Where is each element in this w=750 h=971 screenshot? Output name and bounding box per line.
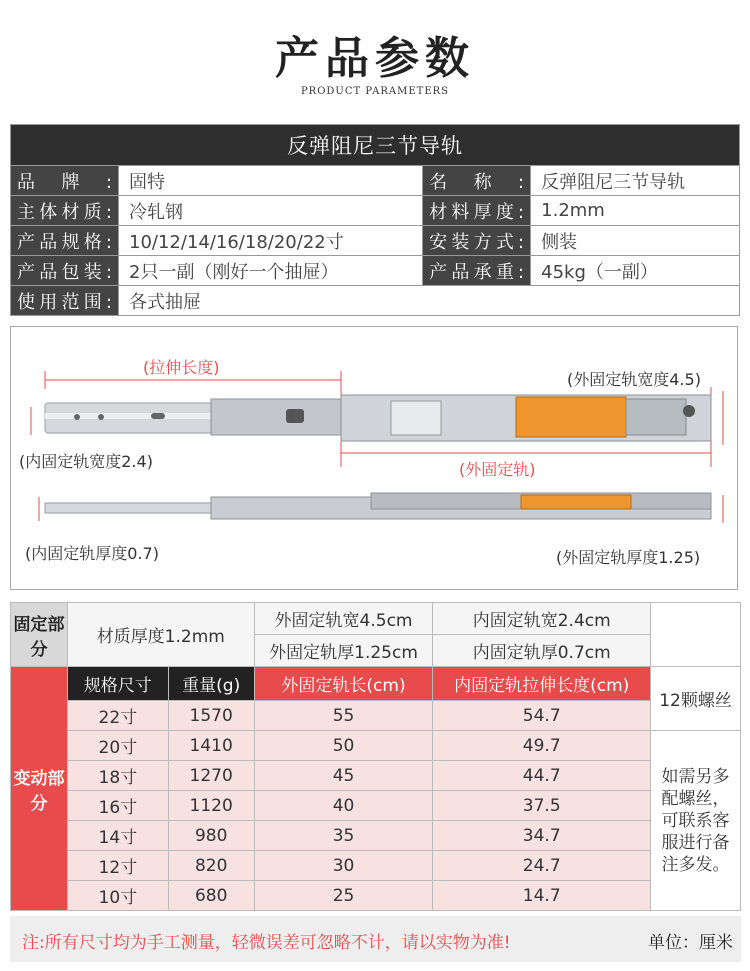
table-row xyxy=(11,761,741,791)
spec-table-title: 反弹阻尼三节导轨 xyxy=(11,125,740,166)
spec-value: 45kg（一副） xyxy=(531,256,740,286)
outer-rail-label: (外固定轨) xyxy=(459,460,536,479)
weight-cell: 820 xyxy=(168,851,254,881)
spec-value: 反弹阻尼三节导轨 xyxy=(531,166,740,196)
spec-row xyxy=(11,286,740,316)
table-row xyxy=(11,851,741,881)
weight-cell: 1570 xyxy=(168,701,254,731)
inner-stretch-cell: 37.5 xyxy=(433,791,651,821)
column-header: 外固定轨长(cm) xyxy=(254,667,433,701)
spec-key: 主体材质: xyxy=(17,201,112,223)
outer-rail-width: 外固定轨宽4.5cm xyxy=(254,603,433,635)
measurement-note: 注:所有尺寸均为手工测量，轻微误差可忽略不计，请以实物为准! xyxy=(22,933,511,953)
weight-cell: 1270 xyxy=(168,761,254,791)
footer-bar xyxy=(10,916,741,962)
spec-row xyxy=(11,196,740,226)
inner-width-label: (内固定轨宽度2.4) xyxy=(19,452,153,471)
variable-part-label: 变动部分 xyxy=(11,667,68,911)
spec-key: 产品包装: xyxy=(17,261,112,283)
spec-key: 名称: xyxy=(429,171,525,193)
outer-length-cell: 55 xyxy=(254,701,433,731)
page-subtitle: PRODUCT PARAMETERS xyxy=(300,86,450,97)
size-cell: 20寸 xyxy=(67,731,168,761)
size-cell: 14寸 xyxy=(67,821,168,851)
screws-count: 12颗螺丝 xyxy=(651,667,741,731)
outer-length-cell: 25 xyxy=(254,881,433,911)
size-table xyxy=(10,602,741,911)
size-cell: 10寸 xyxy=(67,881,168,911)
outer-length-cell: 50 xyxy=(254,731,433,761)
size-cell: 22寸 xyxy=(67,701,168,731)
inner-rail-thickness: 内固定轨厚0.7cm xyxy=(433,635,651,667)
spec-row xyxy=(11,226,740,256)
column-header: 规格尺寸 xyxy=(67,667,168,701)
outer-rail-thickness: 外固定轨厚1.25cm xyxy=(254,635,433,667)
spec-key: 使用范围: xyxy=(17,291,112,313)
fixed-part-label: 固定部分 xyxy=(11,603,68,667)
material-thickness: 材质厚度1.2mm xyxy=(67,603,254,667)
size-cell: 16寸 xyxy=(67,791,168,821)
column-header: 重量(g) xyxy=(168,667,254,701)
spec-value: 冷轧钢 xyxy=(119,196,423,226)
column-header: 内固定轨拉伸长度(cm) xyxy=(433,667,651,701)
table-row xyxy=(11,821,741,851)
table-row xyxy=(11,731,741,761)
spec-value: 侧装 xyxy=(531,226,740,256)
outer-length-cell: 40 xyxy=(254,791,433,821)
inner-stretch-cell: 44.7 xyxy=(433,761,651,791)
outer-thickness-label: (外固定轨厚度1.25) xyxy=(556,548,701,567)
inner-thickness-label: (内固定轨厚度0.7) xyxy=(25,544,159,563)
size-cell: 18寸 xyxy=(67,761,168,791)
spec-key: 产品规格: xyxy=(17,231,112,253)
unit-label: 单位：厘米 xyxy=(648,933,733,953)
weight-cell: 980 xyxy=(168,821,254,851)
table-row xyxy=(11,701,741,731)
spec-value: 固特 xyxy=(119,166,423,196)
spec-value: 各式抽屉 xyxy=(119,286,740,316)
size-cell: 12寸 xyxy=(67,851,168,881)
spec-key: 安装方式: xyxy=(429,231,525,253)
spec-key: 材料厚度: xyxy=(429,201,525,223)
weight-cell: 1120 xyxy=(168,791,254,821)
spec-value: 10/12/14/16/18/20/22寸 xyxy=(119,226,423,256)
spec-table xyxy=(10,124,740,316)
spec-value: 2只一副（刚好一个抽屉） xyxy=(119,256,423,286)
outer-length-cell: 35 xyxy=(254,821,433,851)
rail-diagram xyxy=(10,326,738,590)
spec-key: 产品承重: xyxy=(429,261,525,283)
inner-stretch-cell: 34.7 xyxy=(433,821,651,851)
inner-rail-width: 内固定轨宽2.4cm xyxy=(433,603,651,635)
spec-key: 品牌: xyxy=(17,171,112,193)
inner-stretch-cell: 14.7 xyxy=(433,881,651,911)
spec-value: 1.2mm xyxy=(531,196,740,226)
outer-length-cell: 30 xyxy=(254,851,433,881)
weight-cell: 680 xyxy=(168,881,254,911)
inner-stretch-cell: 54.7 xyxy=(433,701,651,731)
inner-stretch-cell: 49.7 xyxy=(433,731,651,761)
inner-stretch-cell: 24.7 xyxy=(433,851,651,881)
weight-cell: 1410 xyxy=(168,731,254,761)
table-row xyxy=(11,791,741,821)
table-row xyxy=(11,881,741,911)
spec-row xyxy=(11,256,740,286)
page-title: 产品参数 xyxy=(275,33,475,84)
screws-note: 如需另多配螺丝，可联系客服进行备注多发。 xyxy=(651,731,741,911)
outer-width-label: (外固定轨宽度4.5) xyxy=(567,370,701,389)
outer-length-cell: 45 xyxy=(254,761,433,791)
stretch-length-label: (拉伸长度) xyxy=(143,358,220,377)
spec-row xyxy=(11,166,740,196)
